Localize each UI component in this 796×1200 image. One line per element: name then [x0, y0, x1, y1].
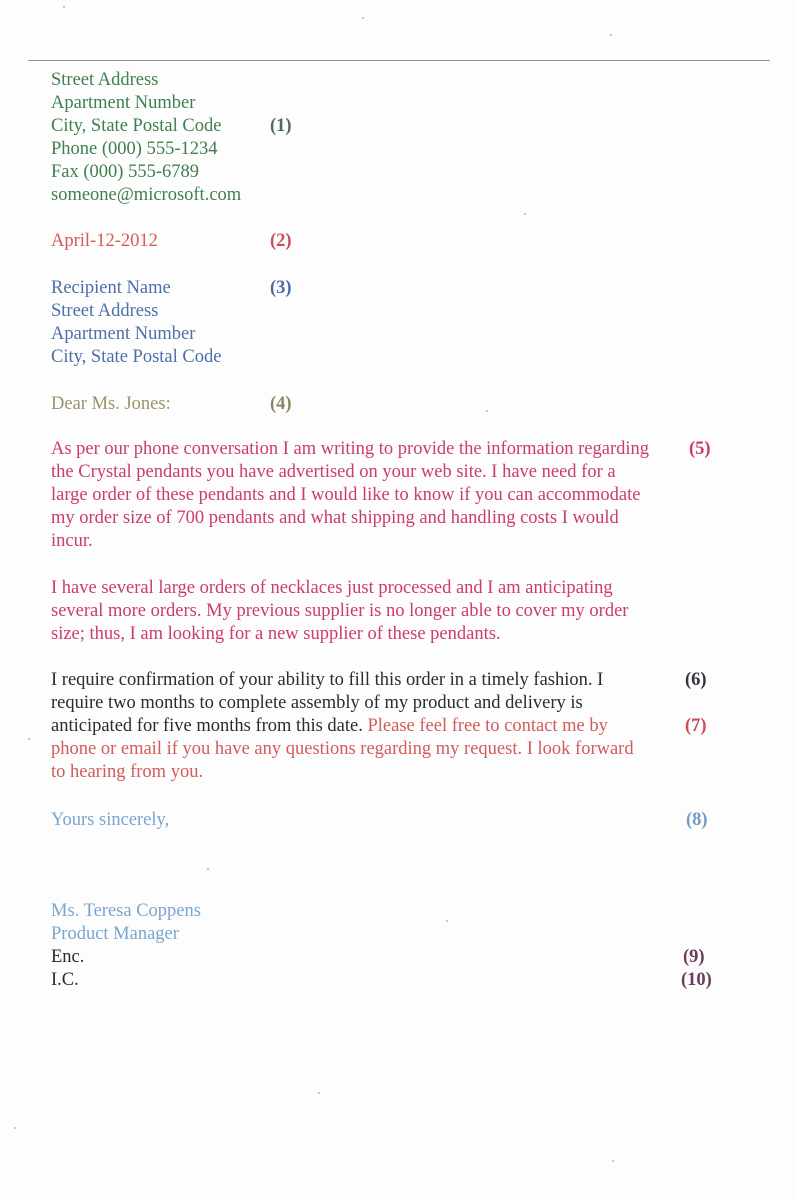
body-line: the Crystal pendants you have advertised on your web site. I have need for a — [51, 462, 616, 482]
body-segment-request: anticipated for five months from this date. — [51, 716, 368, 736]
recipient-street: Street Address — [51, 301, 159, 321]
signature-block — [51, 900, 201, 946]
scan-speck — [362, 17, 364, 19]
closing-text: Yours sincerely, — [51, 810, 170, 830]
letter-date — [51, 230, 158, 253]
body-line: phone or email if you have any questions regarding my request. I look forward — [51, 739, 634, 759]
sender-address-block — [51, 69, 241, 207]
recipient-city: City, State Postal Code — [51, 347, 222, 367]
salutation — [51, 393, 171, 416]
body-line: As per our phone conversation I am writing to provide the information regarding — [51, 439, 650, 459]
body-line: incur. — [51, 531, 93, 551]
marker-8: (8) — [686, 810, 708, 830]
marker-10: (10) — [681, 970, 712, 990]
marker-5: (5) — [689, 439, 711, 459]
date-text: April-12-2012 — [51, 231, 158, 251]
scan-speck — [610, 34, 612, 36]
ic-notation — [51, 969, 79, 992]
marker-3: (3) — [270, 278, 292, 298]
scan-speck — [612, 1160, 614, 1162]
sender-fax: Fax (000) 555-6789 — [51, 162, 199, 182]
body-segment-contact: Please feel free to contact me by — [367, 716, 608, 736]
recipient-name: Recipient Name — [51, 278, 171, 298]
body-line: require two months to complete assembly of my product and delivery is — [51, 693, 583, 713]
scan-speck — [14, 1127, 16, 1129]
marker-4: (4) — [270, 394, 292, 414]
marker-1: (1) — [270, 116, 292, 136]
sender-apartment: Apartment Number — [51, 93, 196, 113]
ic-text: I.C. — [51, 970, 79, 990]
marker-2: (2) — [270, 231, 292, 251]
sender-email: someone@microsoft.com — [51, 185, 242, 205]
enclosure-text: Enc. — [51, 947, 85, 967]
recipient-address-block — [51, 277, 221, 369]
enclosure-notation — [51, 946, 84, 969]
sender-city: City, State Postal Code — [51, 116, 222, 136]
marker-7: (7) — [685, 716, 707, 736]
body-line-mixed — [51, 715, 634, 738]
marker-6: (6) — [685, 670, 707, 690]
sender-street: Street Address — [51, 70, 159, 90]
scan-speck — [28, 738, 30, 740]
body-line: I have several large orders of necklaces just processed and I am anticipating — [51, 578, 613, 598]
scan-speck — [524, 213, 526, 215]
body-paragraph-3 — [51, 669, 634, 784]
scan-speck — [207, 868, 209, 870]
body-paragraph-2 — [51, 577, 628, 646]
sender-phone: Phone (000) 555-1234 — [51, 139, 218, 159]
scan-speck — [486, 410, 488, 412]
body-line: several more orders. My previous supplier is no longer able to cover my order — [51, 601, 629, 621]
body-paragraph-1 — [51, 438, 649, 553]
marker-9: (9) — [683, 947, 705, 967]
signer-name: Ms. Teresa Coppens — [51, 901, 201, 921]
scan-speck — [446, 920, 448, 922]
signer-title: Product Manager — [51, 924, 179, 944]
body-line: I require confirmation of your ability to fill this order in a timely fashion. I — [51, 670, 604, 690]
header-rule — [28, 60, 770, 61]
scan-speck — [318, 1092, 320, 1094]
body-line: size; thus, I am looking for a new supplier of these pendants. — [51, 624, 501, 644]
body-line: large order of these pendants and I would like to know if you can accommodate — [51, 485, 641, 505]
salutation-text: Dear Ms. Jones: — [51, 394, 171, 414]
recipient-apartment: Apartment Number — [51, 324, 196, 344]
body-line: my order size of 700 pendants and what shipping and handling costs I would — [51, 508, 619, 528]
scan-speck — [63, 6, 65, 8]
body-line: to hearing from you. — [51, 762, 204, 782]
complimentary-closing — [51, 809, 169, 832]
